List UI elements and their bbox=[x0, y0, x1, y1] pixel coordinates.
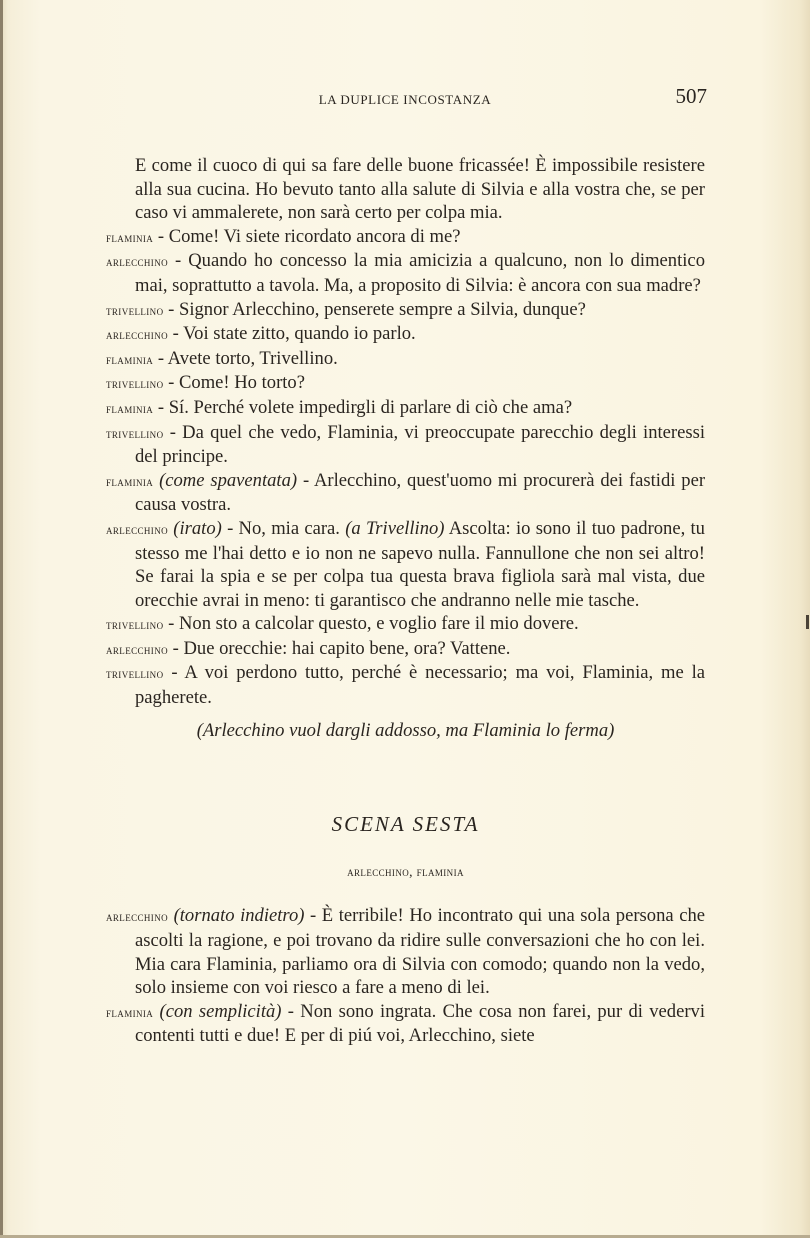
stage-direction-inline: (come spaventata) bbox=[159, 469, 298, 491]
page-number: 507 bbox=[675, 84, 707, 108]
speech-text: - Avete torto, Trivellino. bbox=[153, 347, 338, 369]
speech-text: - È terribile! Ho incontrato qui una sola persona che ascolti la ragione, e poi trovano da ridire sulle conversazioni che ho con lei. Mia cara Flaminia, parliamo ora di Silvia con comodo; quando non la vedo, solo insieme con voi riesco a fare a meno di lei. bbox=[135, 905, 705, 999]
speech bbox=[106, 469, 705, 517]
page-margin-mark bbox=[806, 615, 809, 629]
speech bbox=[106, 421, 705, 469]
running-title: LA DUPLICE INCOSTANZA bbox=[318, 92, 492, 107]
speech-text: - Non sono ingrata. Che cosa non farei, pur di vedervi contenti tutti e due! E per di piú voi, Arlecchino, siete bbox=[135, 1000, 705, 1047]
page-left-edge bbox=[0, 0, 3, 1238]
speech-text: - Arlecchino, quest'uomo mi procurerà dei fastidi per causa vostra. bbox=[135, 469, 706, 516]
speech-text: - Due orecchie: hai capito bene, ora? Vattene. bbox=[168, 637, 511, 659]
speech bbox=[106, 1000, 705, 1048]
speech bbox=[106, 396, 705, 421]
page-body bbox=[106, 154, 705, 1048]
speech-text: - Voi state zitto, quando io parlo. bbox=[168, 323, 416, 345]
speaker-name: flaminia bbox=[106, 400, 154, 416]
speaker-name: flaminia bbox=[106, 351, 154, 367]
speech-text: - Come! Vi siete ricordato ancora di me? bbox=[153, 225, 461, 247]
speech-text: - No, mia cara. bbox=[221, 517, 346, 539]
speaker-name: arlecchino bbox=[106, 521, 168, 537]
speech bbox=[106, 661, 705, 709]
speech-text: - Sí. Perché volete impedirgli di parlare di ciò che ama? bbox=[153, 396, 573, 418]
speaker-name: arlecchino bbox=[106, 254, 168, 270]
speaker-name: trivellino bbox=[106, 425, 164, 441]
speaker-name: arlecchino bbox=[106, 909, 168, 925]
speech-continuation: E come il cuoco di qui sa fare delle buone fricassée! È impossibile resistere alla sua cucina. Ho bevuto tanto alla salute di Silvia e alla vostra che, se per caso vi ammalerete, non sarà certo per colpa mia. bbox=[135, 155, 705, 224]
scene-characters: arlecchino, flaminia bbox=[347, 863, 464, 879]
speaker-name: flaminia bbox=[106, 1004, 154, 1020]
speech-text: - Quando ho concesso la mia amicizia a qualcuno, non lo dimentico mai, soprattutto a tavola. Ma, a proposito di Silvia: è ancora con sua madre? bbox=[135, 250, 705, 296]
speech bbox=[106, 225, 705, 250]
speech bbox=[106, 612, 705, 637]
speaker-name: trivellino bbox=[106, 302, 164, 318]
speech bbox=[106, 347, 705, 372]
speech bbox=[106, 298, 705, 323]
stage-direction-inline: (a Trivellino) bbox=[345, 517, 445, 539]
speaker-name: flaminia bbox=[106, 473, 154, 489]
stage-direction: (Arlecchino vuol dargli addosso, ma Flaminia lo ferma) bbox=[196, 719, 615, 741]
speech bbox=[106, 637, 705, 662]
scene-title: SCENA SESTA bbox=[331, 812, 480, 837]
speech bbox=[106, 249, 705, 297]
speaker-name: trivellino bbox=[106, 376, 164, 392]
speaker-name: arlecchino bbox=[106, 641, 168, 657]
stage-direction-inline: (tornato indietro) bbox=[173, 905, 305, 927]
speech-text: - A voi perdono tutto, perché è necessario; ma voi, Flaminia, me la pagherete. bbox=[135, 662, 705, 709]
page-header bbox=[0, 84, 810, 114]
speech-text: - Da quel che vedo, Flaminia, vi preoccupate parecchio degli interessi del principe. bbox=[135, 421, 705, 468]
speaker-name: trivellino bbox=[106, 617, 164, 633]
speaker-name: arlecchino bbox=[106, 327, 168, 343]
speaker-name: trivellino bbox=[106, 666, 164, 682]
speaker-name: flaminia bbox=[106, 229, 154, 245]
speech bbox=[106, 517, 705, 612]
stage-direction-inline: (irato) bbox=[173, 517, 222, 539]
speech bbox=[106, 371, 705, 396]
speech-text: - Come! Ho torto? bbox=[163, 372, 305, 394]
speech bbox=[106, 322, 705, 347]
speech-text: - Signor Arlecchino, penserete sempre a Silvia, dunque? bbox=[163, 298, 586, 320]
speech bbox=[106, 904, 705, 999]
speech-text: - Non sto a calcolar questo, e voglio fare il mio dovere. bbox=[163, 613, 579, 635]
speech-text: Ascolta: io sono il tuo padrone, tu stesso me l'hai detto e io non ne sapevo nulla. Fannullone che non sei altro! Se farai la spia e se per colpa tua questa brava figliola sarà mal vista, due orecchie avrai in meno: ti garantisco che andranno nelle mie tasche. bbox=[135, 517, 705, 611]
stage-direction-inline: (con semplicità) bbox=[159, 1000, 282, 1022]
